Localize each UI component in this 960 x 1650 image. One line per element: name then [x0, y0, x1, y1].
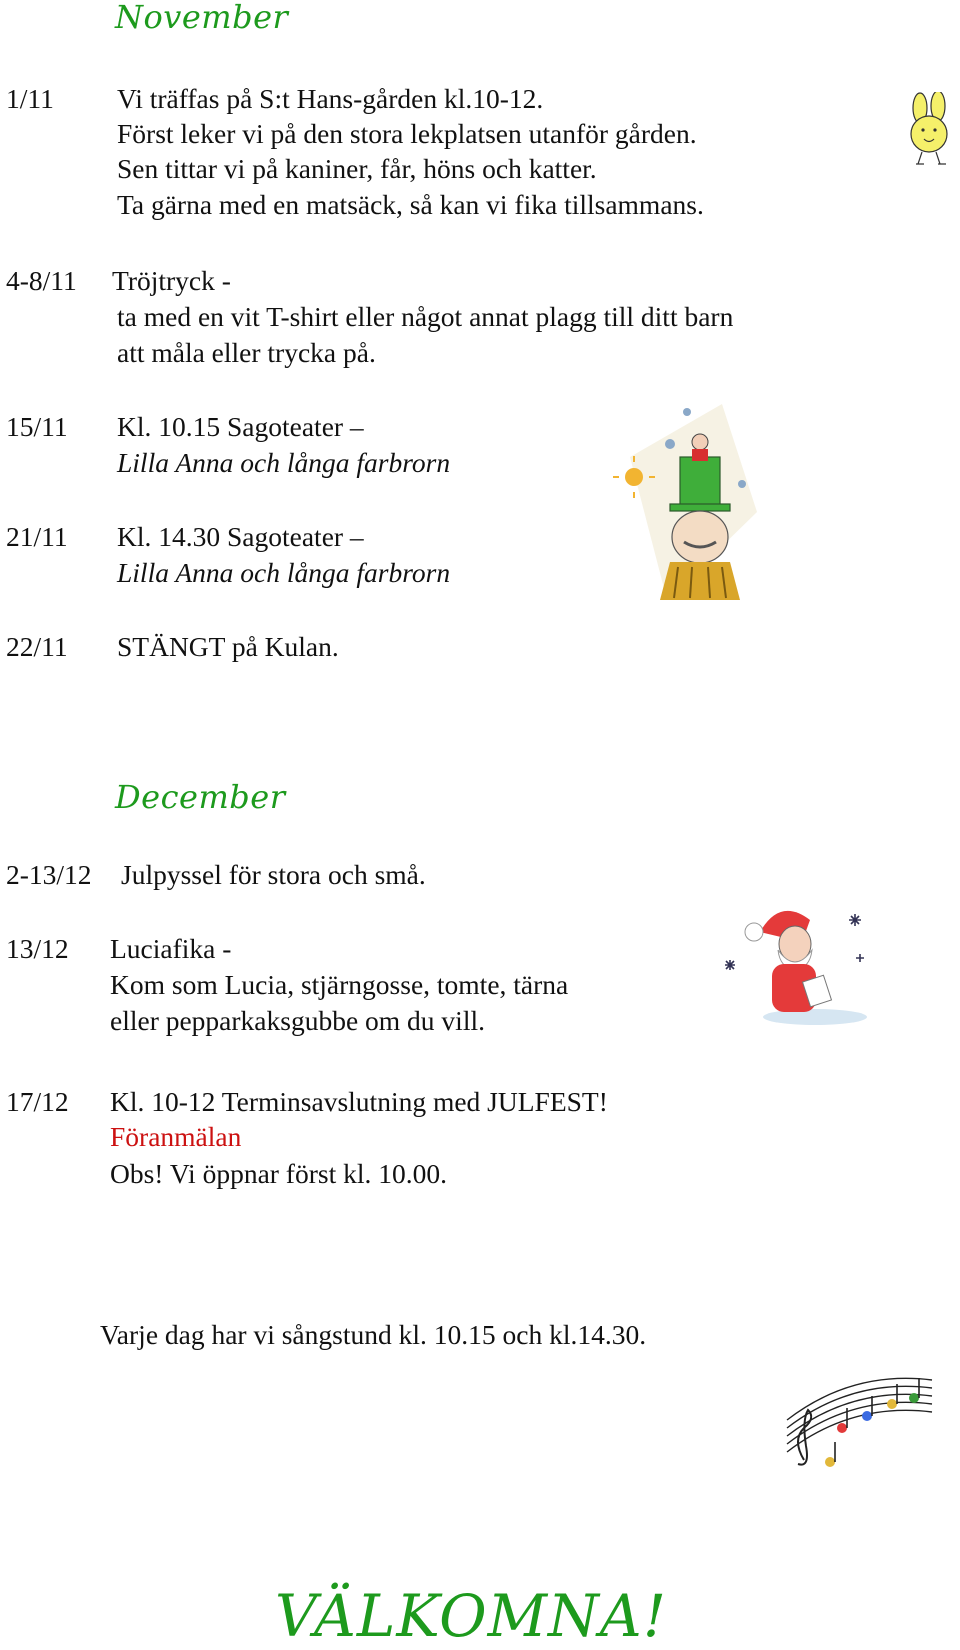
december-heading: December	[115, 778, 286, 816]
entry-line: STÄNGT på Kulan.	[117, 631, 339, 662]
date-17-12: 17/12	[6, 1086, 69, 1117]
entry-line: Kl. 10.15 Sagoteater –	[117, 411, 364, 442]
play-title: Lilla Anna och långa farbrorn	[117, 557, 451, 588]
entry-line: Kl. 10-12 Terminsavslutning med JULFEST!	[110, 1086, 608, 1117]
entry-line: ta med en vit T-shirt eller något annat plagg till ditt barn	[117, 301, 734, 332]
date-21-11: 21/11	[6, 521, 68, 552]
date-13-12: 13/12	[6, 933, 69, 964]
welcome-banner: VÄLKOMNA!	[275, 1582, 668, 1650]
date-22-11: 22/11	[6, 631, 68, 662]
play-title: Lilla Anna och långa farbrorn	[117, 447, 451, 478]
santa-illustration	[720, 902, 870, 1032]
entry-line: Kl. 14.30 Sagoteater –	[117, 521, 364, 552]
singing-time-note: Varje dag har vi sångstund kl. 10.15 och kl.14.30.	[100, 1319, 647, 1350]
entry-line: Luciafika -	[110, 933, 232, 964]
date-15-11: 15/11	[6, 411, 68, 442]
date-4-8-11: 4-8/11	[6, 265, 77, 296]
entry-line: Sen tittar vi på kaniner, får, höns och katter.	[117, 153, 597, 184]
music-notes-illustration	[782, 1350, 940, 1480]
pre-registration-note: Föranmälan	[110, 1121, 242, 1152]
entry-line: Kom som Lucia, stjärngosse, tomte, tärna	[110, 969, 569, 1000]
tall-uncle-illustration	[612, 402, 762, 602]
date-1-11: 1/11	[6, 83, 54, 114]
entry-line: Julpyssel för stora och små.	[121, 859, 426, 890]
november-heading: November	[115, 0, 289, 36]
entry-line: att måla eller trycka på.	[117, 337, 376, 368]
entry-line: eller pepparkaksgubbe om du vill.	[110, 1005, 485, 1036]
entry-line: Ta gärna med en matsäck, så kan vi fika tillsammans.	[117, 189, 704, 220]
entry-line: Obs! Vi öppnar först kl. 10.00.	[110, 1158, 447, 1189]
entry-line: Först leker vi på den stora lekplatsen utanför gården.	[117, 118, 697, 149]
date-2-13-12: 2-13/12	[6, 859, 92, 890]
entry-line: Tröjtryck -	[112, 265, 231, 296]
entry-line: Vi träffas på S:t Hans-gården kl.10-12.	[117, 83, 544, 114]
bunny-icon	[902, 92, 960, 172]
